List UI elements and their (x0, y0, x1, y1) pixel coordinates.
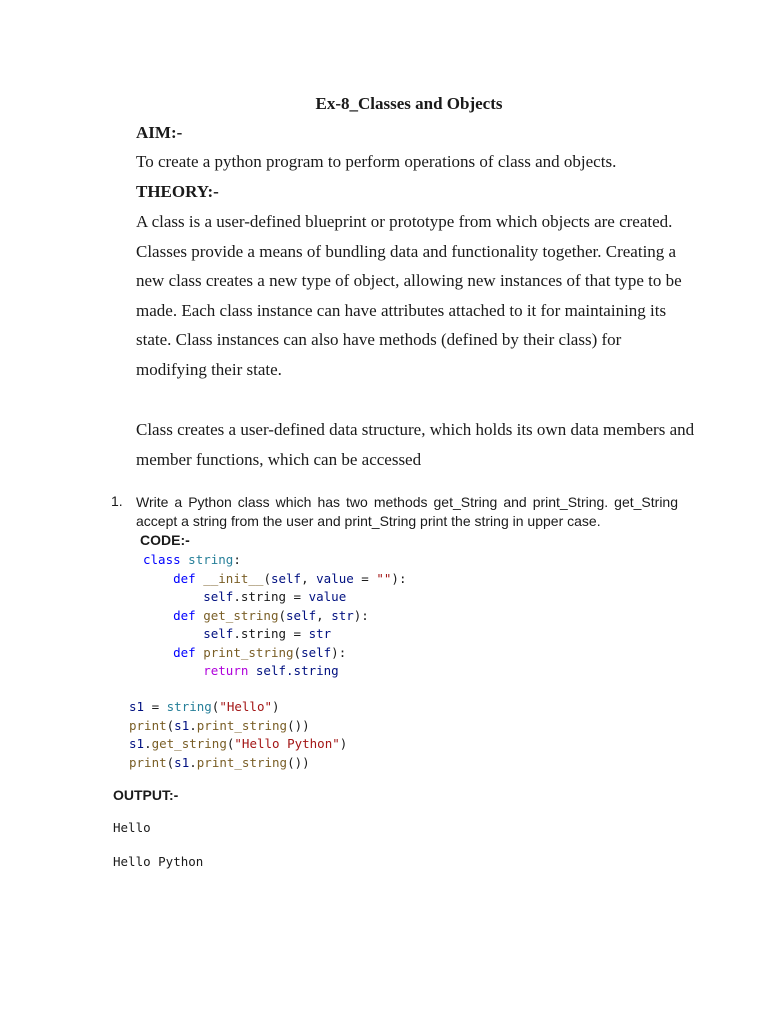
code-token: = (353, 570, 377, 586)
output-line: Hello Python (113, 854, 204, 869)
code-token: self (301, 644, 332, 660)
code-token: ): (353, 607, 369, 623)
code-token: ) (339, 736, 348, 751)
code-token: ( (263, 570, 271, 586)
code-token: def (173, 644, 196, 660)
code-token: string (188, 552, 234, 567)
code-token: s1 (129, 736, 145, 751)
code-token: s1 (174, 717, 190, 733)
code-token: s1 (174, 754, 190, 770)
code-token: print (129, 717, 167, 733)
code-token: ( (166, 754, 175, 770)
code-token: "" (376, 570, 392, 586)
code-token: value (316, 570, 354, 586)
code-token: "Hello" (219, 699, 273, 714)
code-token: self (255, 663, 287, 678)
code-token: str (308, 626, 332, 641)
code-token: print_string (196, 717, 288, 733)
code-token: get_string (203, 607, 279, 623)
code-token: self (270, 570, 302, 586)
code-heading: CODE:- (140, 532, 190, 548)
aim-heading: AIM:- (136, 123, 183, 142)
theory-heading: THEORY:- (136, 182, 219, 201)
code-token: .string = (233, 626, 309, 641)
code-token: self (286, 607, 317, 623)
code-token: .string = (233, 589, 309, 604)
code-token: = (144, 699, 167, 714)
code-token: ( (293, 644, 302, 660)
code-block-class (143, 551, 406, 681)
question-text: Write a Python class which has two methods get_String and print_String. get_String accept a string from the user and print_String print the string in upper case. (136, 494, 678, 529)
code-token: . (189, 754, 197, 770)
code-token: __init__ (203, 570, 264, 586)
code-token: s1 (129, 699, 145, 714)
code-token: get_string (151, 736, 227, 751)
code-block-usage (129, 698, 347, 772)
code-token: def (173, 570, 196, 586)
code-token: . (189, 717, 197, 733)
aim-text: To create a python program to perform operations of class and objects. (136, 152, 617, 171)
code-token: value (308, 589, 347, 604)
question-number: 1. (111, 493, 123, 509)
code-token: , (316, 607, 332, 623)
code-token: ) (272, 699, 280, 714)
code-token: ( (226, 736, 235, 751)
code-token: .string (286, 663, 339, 678)
page-title: Ex-8_Classes and Objects (315, 94, 503, 113)
code-token: print_string (203, 644, 294, 660)
code-token: ( (166, 717, 175, 733)
code-token: ( (278, 607, 287, 623)
code-token: self (203, 589, 234, 604)
code-token: print_string (196, 754, 288, 770)
code-token: class (143, 552, 181, 567)
code-token: print (129, 754, 167, 770)
output-line: Hello (113, 820, 151, 835)
code-token: ()) (287, 717, 310, 733)
code-token: : (233, 552, 241, 567)
code-token: return (203, 663, 249, 678)
code-token: ( (211, 699, 220, 714)
code-token: string (166, 699, 212, 714)
code-token: str (331, 607, 354, 623)
code-token: ()) (287, 754, 310, 770)
code-token: , (301, 570, 317, 586)
output-heading: OUTPUT:- (113, 787, 179, 803)
code-token: ): (331, 644, 347, 660)
code-token: def (173, 607, 196, 623)
theory-paragraph-2: Class creates a user-defined data structure, which holds its own data members and member functions, which can be accessed (136, 420, 695, 469)
code-token: ): (391, 570, 407, 586)
code-token: "Hello Python" (234, 736, 340, 751)
theory-paragraph-1: A class is a user-defined blueprint or prototype from which objects are created. Classes provide a means of bundling data and functionality together. Creating a new class creates a new type of object, allowing new instances of that type to be made. Each class instance can have attributes attached to it for maintaining its state. Class instances can also have methods (defined by their class) for modifying their state. (136, 212, 682, 379)
code-token: . (144, 736, 152, 751)
code-token: self (203, 626, 234, 641)
